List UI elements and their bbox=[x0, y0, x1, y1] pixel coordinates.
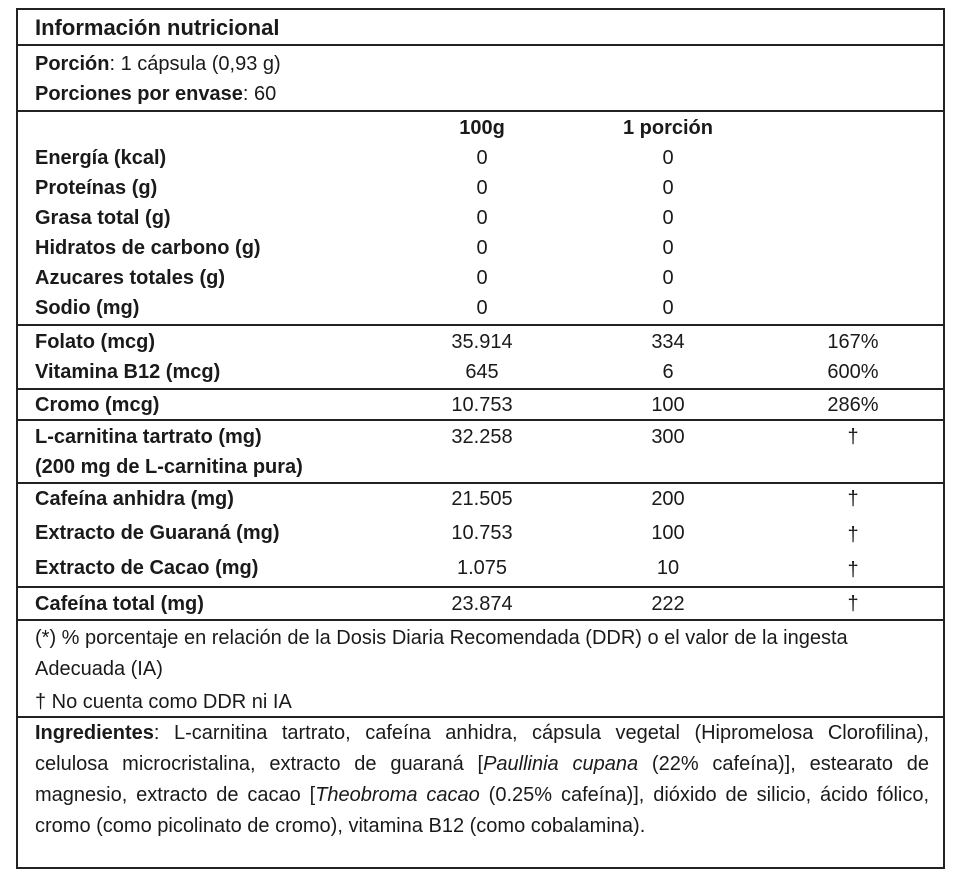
value-serving: 334 bbox=[651, 331, 685, 353]
serving-size bbox=[35, 52, 281, 76]
value-100g: 10.753 bbox=[451, 522, 513, 544]
nutrient-name: Sodio (mg) bbox=[35, 297, 140, 319]
divider bbox=[18, 44, 943, 46]
divider bbox=[18, 419, 943, 421]
nutrient-name: Grasa total (g) bbox=[35, 207, 171, 229]
nutrient-name: Folato (mcg) bbox=[35, 331, 155, 353]
nutrient-name: L-carnitina tartrato (mg) bbox=[35, 426, 262, 448]
servings-per-container bbox=[35, 82, 276, 106]
column-header-100g: 100g bbox=[459, 117, 505, 139]
value-serving: 0 bbox=[662, 237, 674, 259]
value-serving: 200 bbox=[651, 488, 685, 510]
serving-value: 1 cápsula (0,93 g) bbox=[120, 53, 281, 75]
value-percent: 286% bbox=[827, 394, 879, 416]
value-serving: 100 bbox=[651, 522, 685, 544]
dagger-footnote: † No cuenta como DDR ni IA bbox=[35, 691, 292, 713]
servings-per-container-value: 60 bbox=[254, 83, 277, 105]
divider bbox=[18, 324, 943, 326]
value-100g: 0 bbox=[476, 237, 488, 259]
value-100g: 32.258 bbox=[451, 426, 513, 448]
ingredients-part: (22% cafeína)], estearato de magnesio, extracto de cacao [ bbox=[35, 753, 930, 806]
value-serving: 0 bbox=[662, 177, 674, 199]
value-serving: 300 bbox=[651, 426, 685, 448]
servings-per-container-label: Porciones por envase bbox=[35, 83, 243, 105]
divider bbox=[18, 110, 943, 112]
column-header-serving: 1 porción bbox=[622, 117, 713, 139]
value-percent: † bbox=[847, 559, 859, 581]
divider bbox=[18, 482, 943, 484]
value-100g: 0 bbox=[476, 297, 488, 319]
value-percent: † bbox=[847, 524, 859, 546]
value-100g: 35.914 bbox=[451, 331, 513, 353]
nutrient-name: Extracto de Cacao (mg) bbox=[35, 557, 259, 579]
nutrient-subtitle: (200 mg de L-carnitina pura) bbox=[35, 456, 303, 478]
ingredients-text bbox=[35, 718, 929, 842]
nutrient-name: Hidratos de carbono (g) bbox=[35, 237, 261, 259]
ingredients-species: Theobroma cacao bbox=[315, 784, 480, 806]
value-percent: 167% bbox=[827, 331, 879, 353]
nutrient-name: Azucares totales (g) bbox=[35, 267, 226, 289]
value-100g: 0 bbox=[476, 267, 488, 289]
panel-title: Información nutricional bbox=[35, 15, 280, 40]
value-100g: 0 bbox=[476, 177, 488, 199]
value-100g: 23.874 bbox=[451, 593, 513, 615]
servings-colon: : bbox=[242, 83, 254, 105]
value-100g: 0 bbox=[476, 147, 488, 169]
divider bbox=[18, 388, 943, 390]
ddr-footnote: (*) % porcentaje en relación de la Dosis Diaria Recomendada (DDR) o el valor de la ingesta Adecuada (IA) bbox=[35, 627, 848, 680]
divider bbox=[18, 586, 943, 588]
ingredients-species: Paullinia cupana bbox=[483, 753, 639, 775]
nutrient-name: Proteínas (g) bbox=[35, 177, 158, 199]
serving-colon: : bbox=[109, 53, 121, 75]
value-serving: 6 bbox=[662, 361, 674, 383]
value-serving: 10 bbox=[656, 557, 680, 579]
value-100g: 645 bbox=[465, 361, 499, 383]
nutrient-name: Cafeína total (mg) bbox=[35, 593, 204, 615]
serving-label: Porción bbox=[35, 53, 110, 75]
value-100g: 10.753 bbox=[451, 394, 513, 416]
divider bbox=[18, 619, 943, 621]
ingredients-part: : L-carnitina tartrato, cafeína anhidra, cápsula vegetal (Hipromelosa Clorofilina), celulosa microcristalina, extracto de guaraná [ bbox=[35, 722, 929, 775]
ingredients-label: Ingredientes bbox=[35, 722, 154, 744]
value-serving: 0 bbox=[662, 207, 674, 229]
nutrient-name: Cafeína anhidra (mg) bbox=[35, 488, 234, 510]
nutrient-name: Cromo (mcg) bbox=[35, 394, 160, 416]
value-percent: 600% bbox=[827, 361, 879, 383]
value-serving: 222 bbox=[651, 593, 685, 615]
value-serving: 0 bbox=[662, 297, 674, 319]
nutrient-name: Energía (kcal) bbox=[35, 147, 167, 169]
value-percent: † bbox=[847, 593, 859, 615]
value-percent: † bbox=[847, 488, 859, 510]
value-serving: 100 bbox=[651, 394, 685, 416]
value-100g: 0 bbox=[476, 207, 488, 229]
ingredients-part: (0.25% cafeína)], dióxido de silicio, ácido fólico, cromo (como picolinato de cromo), vitamina B12 (como cobalamina). bbox=[35, 784, 930, 837]
value-percent: † bbox=[847, 426, 859, 448]
value-100g: 21.505 bbox=[451, 488, 513, 510]
nutrition-facts-panel bbox=[16, 8, 945, 869]
nutrient-name: Vitamina B12 (mcg) bbox=[35, 361, 221, 383]
nutrient-name: Extracto de Guaraná (mg) bbox=[35, 522, 280, 544]
value-serving: 0 bbox=[662, 147, 674, 169]
value-serving: 0 bbox=[662, 267, 674, 289]
value-100g: 1.075 bbox=[456, 557, 508, 579]
